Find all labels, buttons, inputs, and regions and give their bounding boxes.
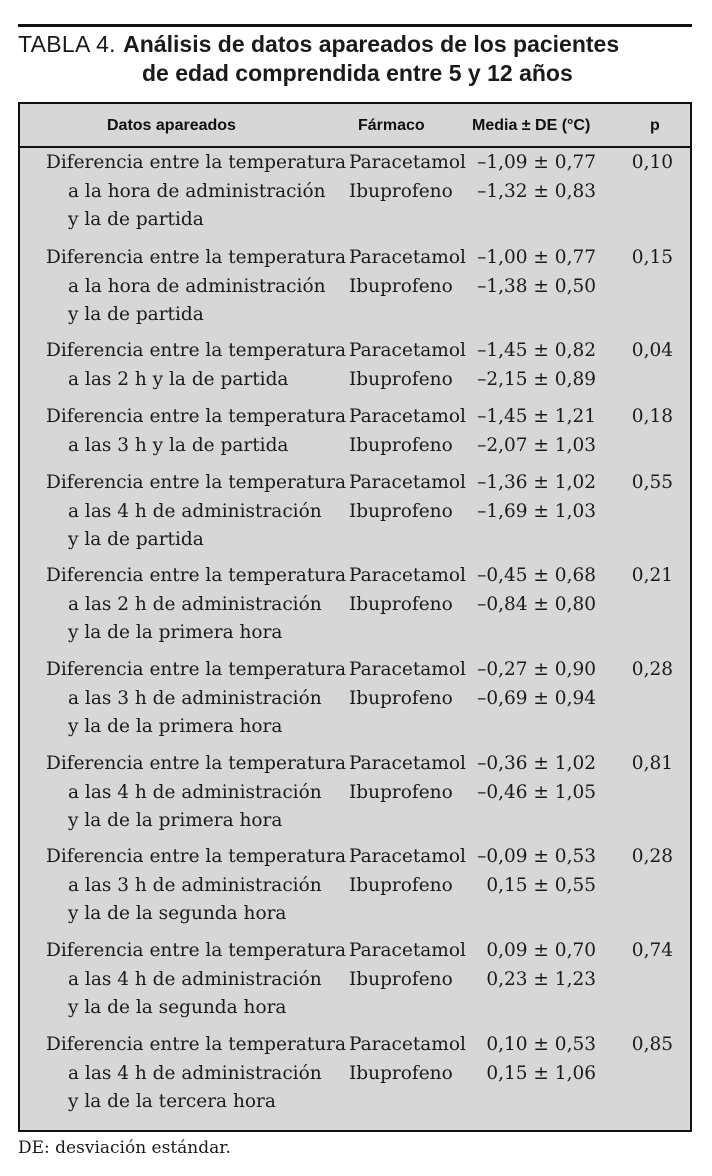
row-drugs	[349, 244, 466, 301]
mean-value: –1,45 ± 0,82	[477, 340, 596, 361]
mean-value: 0,23 ± 1,23	[486, 968, 596, 990]
row-description-line: Diferencia entre la temperatura	[46, 472, 347, 493]
row-means	[460, 562, 596, 619]
drug-paracetamol: Paracetamol	[349, 753, 466, 774]
row-means	[460, 1031, 596, 1088]
row-drugs	[349, 337, 466, 394]
drug-ibuprofeno: Ibuprofeno	[349, 968, 453, 990]
header-p: p	[650, 117, 660, 134]
p-value: 0,18	[631, 406, 673, 427]
row-description-line: a las 4 h de administración	[68, 968, 322, 990]
row-drugs	[349, 750, 466, 807]
header-farmaco: Fármaco	[358, 117, 425, 134]
mean-value: –0,84 ± 0,80	[477, 593, 596, 615]
row-description-line: a las 4 h de administración	[68, 781, 322, 803]
mean-value: –0,27 ± 0,90	[477, 659, 596, 680]
mean-value: –0,46 ± 1,05	[477, 781, 596, 803]
drug-paracetamol: Paracetamol	[349, 659, 466, 680]
row-description-line: Diferencia entre la temperatura	[46, 565, 347, 586]
row-drugs	[349, 656, 466, 713]
mean-value: 0,09 ± 0,70	[486, 940, 596, 961]
mean-value: –1,36 ± 1,02	[477, 472, 596, 493]
drug-paracetamol: Paracetamol	[349, 472, 466, 493]
row-drugs	[349, 469, 466, 526]
table-title-line2: de edad comprendida entre 5 y 12 años	[142, 60, 573, 86]
p-value: 0,28	[631, 846, 673, 867]
header-datos-apareados: Datos apareados	[107, 117, 236, 134]
row-description-line: y la de la primera hora	[68, 622, 283, 643]
row-description-line: a las 3 h de administración	[68, 874, 322, 896]
mean-value: –1,38 ± 0,50	[477, 275, 596, 297]
drug-paracetamol: Paracetamol	[349, 940, 466, 961]
drug-paracetamol: Paracetamol	[349, 152, 466, 173]
row-description	[46, 244, 346, 330]
row-means	[460, 244, 596, 301]
row-means	[460, 843, 596, 900]
row-drugs	[349, 1031, 466, 1088]
drug-ibuprofeno: Ibuprofeno	[349, 593, 453, 615]
row-drugs	[349, 843, 466, 900]
mean-value: –1,00 ± 0,77	[477, 247, 596, 268]
row-description-line: y la de la segunda hora	[68, 903, 287, 924]
table-title	[18, 30, 698, 86]
row-means	[460, 337, 596, 394]
mean-value: –1,32 ± 0,83	[477, 180, 596, 202]
row-description-line: Diferencia entre la temperatura	[46, 1034, 347, 1055]
mean-value: –1,69 ± 1,03	[477, 500, 596, 522]
row-description	[46, 750, 346, 836]
p-value: 0,85	[631, 1034, 673, 1055]
drug-ibuprofeno: Ibuprofeno	[349, 368, 453, 390]
p-value: 0,55	[631, 472, 673, 493]
table-header	[20, 104, 690, 148]
mean-value: –2,15 ± 0,89	[477, 368, 596, 390]
drug-ibuprofeno: Ibuprofeno	[349, 275, 453, 297]
row-description-line: y la de la segunda hora	[68, 997, 287, 1018]
row-drugs	[349, 403, 466, 460]
p-value: 0,28	[631, 659, 673, 680]
row-means	[460, 469, 596, 526]
drug-paracetamol: Paracetamol	[349, 406, 466, 427]
drug-paracetamol: Paracetamol	[349, 1034, 466, 1055]
row-description	[46, 843, 346, 929]
p-value: 0,10	[631, 152, 673, 173]
row-means	[460, 656, 596, 713]
row-drugs	[349, 562, 466, 619]
row-description-line: y la de la tercera hora	[68, 1091, 276, 1112]
row-description-line: Diferencia entre la temperatura	[46, 659, 347, 680]
drug-paracetamol: Paracetamol	[349, 565, 466, 586]
row-description-line: a las 3 h y la de partida	[68, 434, 289, 456]
drug-paracetamol: Paracetamol	[349, 846, 466, 867]
drug-paracetamol: Paracetamol	[349, 247, 466, 268]
row-description-line: Diferencia entre la temperatura	[46, 247, 347, 268]
row-drugs	[349, 937, 466, 994]
data-table	[18, 102, 692, 1132]
row-drugs	[349, 149, 466, 206]
drug-ibuprofeno: Ibuprofeno	[349, 434, 453, 456]
mean-value: 0,10 ± 0,53	[486, 1034, 596, 1055]
table-title-line1: Análisis de datos apareados de los pacientes	[123, 31, 620, 57]
row-description-line: y la de partida	[68, 304, 204, 325]
row-description	[46, 937, 346, 1023]
row-description	[46, 656, 346, 742]
row-description-line: a las 2 h y la de partida	[68, 368, 289, 390]
mean-value: –1,45 ± 1,21	[477, 406, 596, 427]
drug-ibuprofeno: Ibuprofeno	[349, 1062, 453, 1084]
row-description	[46, 469, 346, 555]
drug-ibuprofeno: Ibuprofeno	[349, 180, 453, 202]
row-description-line: a las 4 h de administración	[68, 500, 322, 522]
mean-value: 0,15 ± 1,06	[486, 1062, 596, 1084]
footnote: DE: desviación estándar.	[18, 1138, 231, 1158]
mean-value: –0,69 ± 0,94	[477, 687, 596, 709]
mean-value: –2,07 ± 1,03	[477, 434, 596, 456]
row-description-line: Diferencia entre la temperatura	[46, 940, 347, 961]
row-description	[46, 149, 346, 235]
p-value: 0,21	[631, 565, 673, 586]
row-means	[460, 403, 596, 460]
mean-value: –0,09 ± 0,53	[477, 846, 596, 867]
row-means	[460, 937, 596, 994]
drug-ibuprofeno: Ibuprofeno	[349, 500, 453, 522]
mean-value: –0,36 ± 1,02	[477, 753, 596, 774]
mean-value: –1,09 ± 0,77	[477, 152, 596, 173]
p-value: 0,15	[631, 247, 673, 268]
row-description	[46, 403, 346, 460]
p-value: 0,04	[631, 340, 673, 361]
row-description	[46, 562, 346, 648]
row-description-line: y la de partida	[68, 209, 204, 230]
row-means	[460, 750, 596, 807]
top-rule	[18, 24, 692, 27]
row-description-line: a las 2 h de administración	[68, 593, 322, 615]
drug-ibuprofeno: Ibuprofeno	[349, 687, 453, 709]
row-means	[460, 149, 596, 206]
row-description-line: Diferencia entre la temperatura	[46, 846, 347, 867]
mean-value: 0,15 ± 0,55	[486, 874, 596, 896]
p-value: 0,74	[631, 940, 673, 961]
row-description-line: y la de la primera hora	[68, 810, 283, 831]
p-value: 0,81	[631, 753, 673, 774]
row-description-line: y la de la primera hora	[68, 716, 283, 737]
row-description-line: Diferencia entre la temperatura	[46, 753, 347, 774]
row-description-line: a las 4 h de administración	[68, 1062, 322, 1084]
row-description-line: Diferencia entre la temperatura	[46, 406, 347, 427]
row-description	[46, 1031, 346, 1117]
row-description-line: Diferencia entre la temperatura	[46, 340, 347, 361]
row-description-line: a la hora de administración	[68, 180, 326, 202]
row-description-line: a la hora de administración	[68, 275, 326, 297]
table-label: TABLA 4.	[18, 31, 116, 57]
drug-paracetamol: Paracetamol	[349, 340, 466, 361]
row-description-line: Diferencia entre la temperatura	[46, 152, 347, 173]
mean-value: –0,45 ± 0,68	[477, 565, 596, 586]
drug-ibuprofeno: Ibuprofeno	[349, 874, 453, 896]
row-description	[46, 337, 346, 394]
row-description-line: y la de partida	[68, 529, 204, 550]
header-media-de: Media ± DE (°C)	[472, 117, 591, 134]
drug-ibuprofeno: Ibuprofeno	[349, 781, 453, 803]
row-description-line: a las 3 h de administración	[68, 687, 322, 709]
